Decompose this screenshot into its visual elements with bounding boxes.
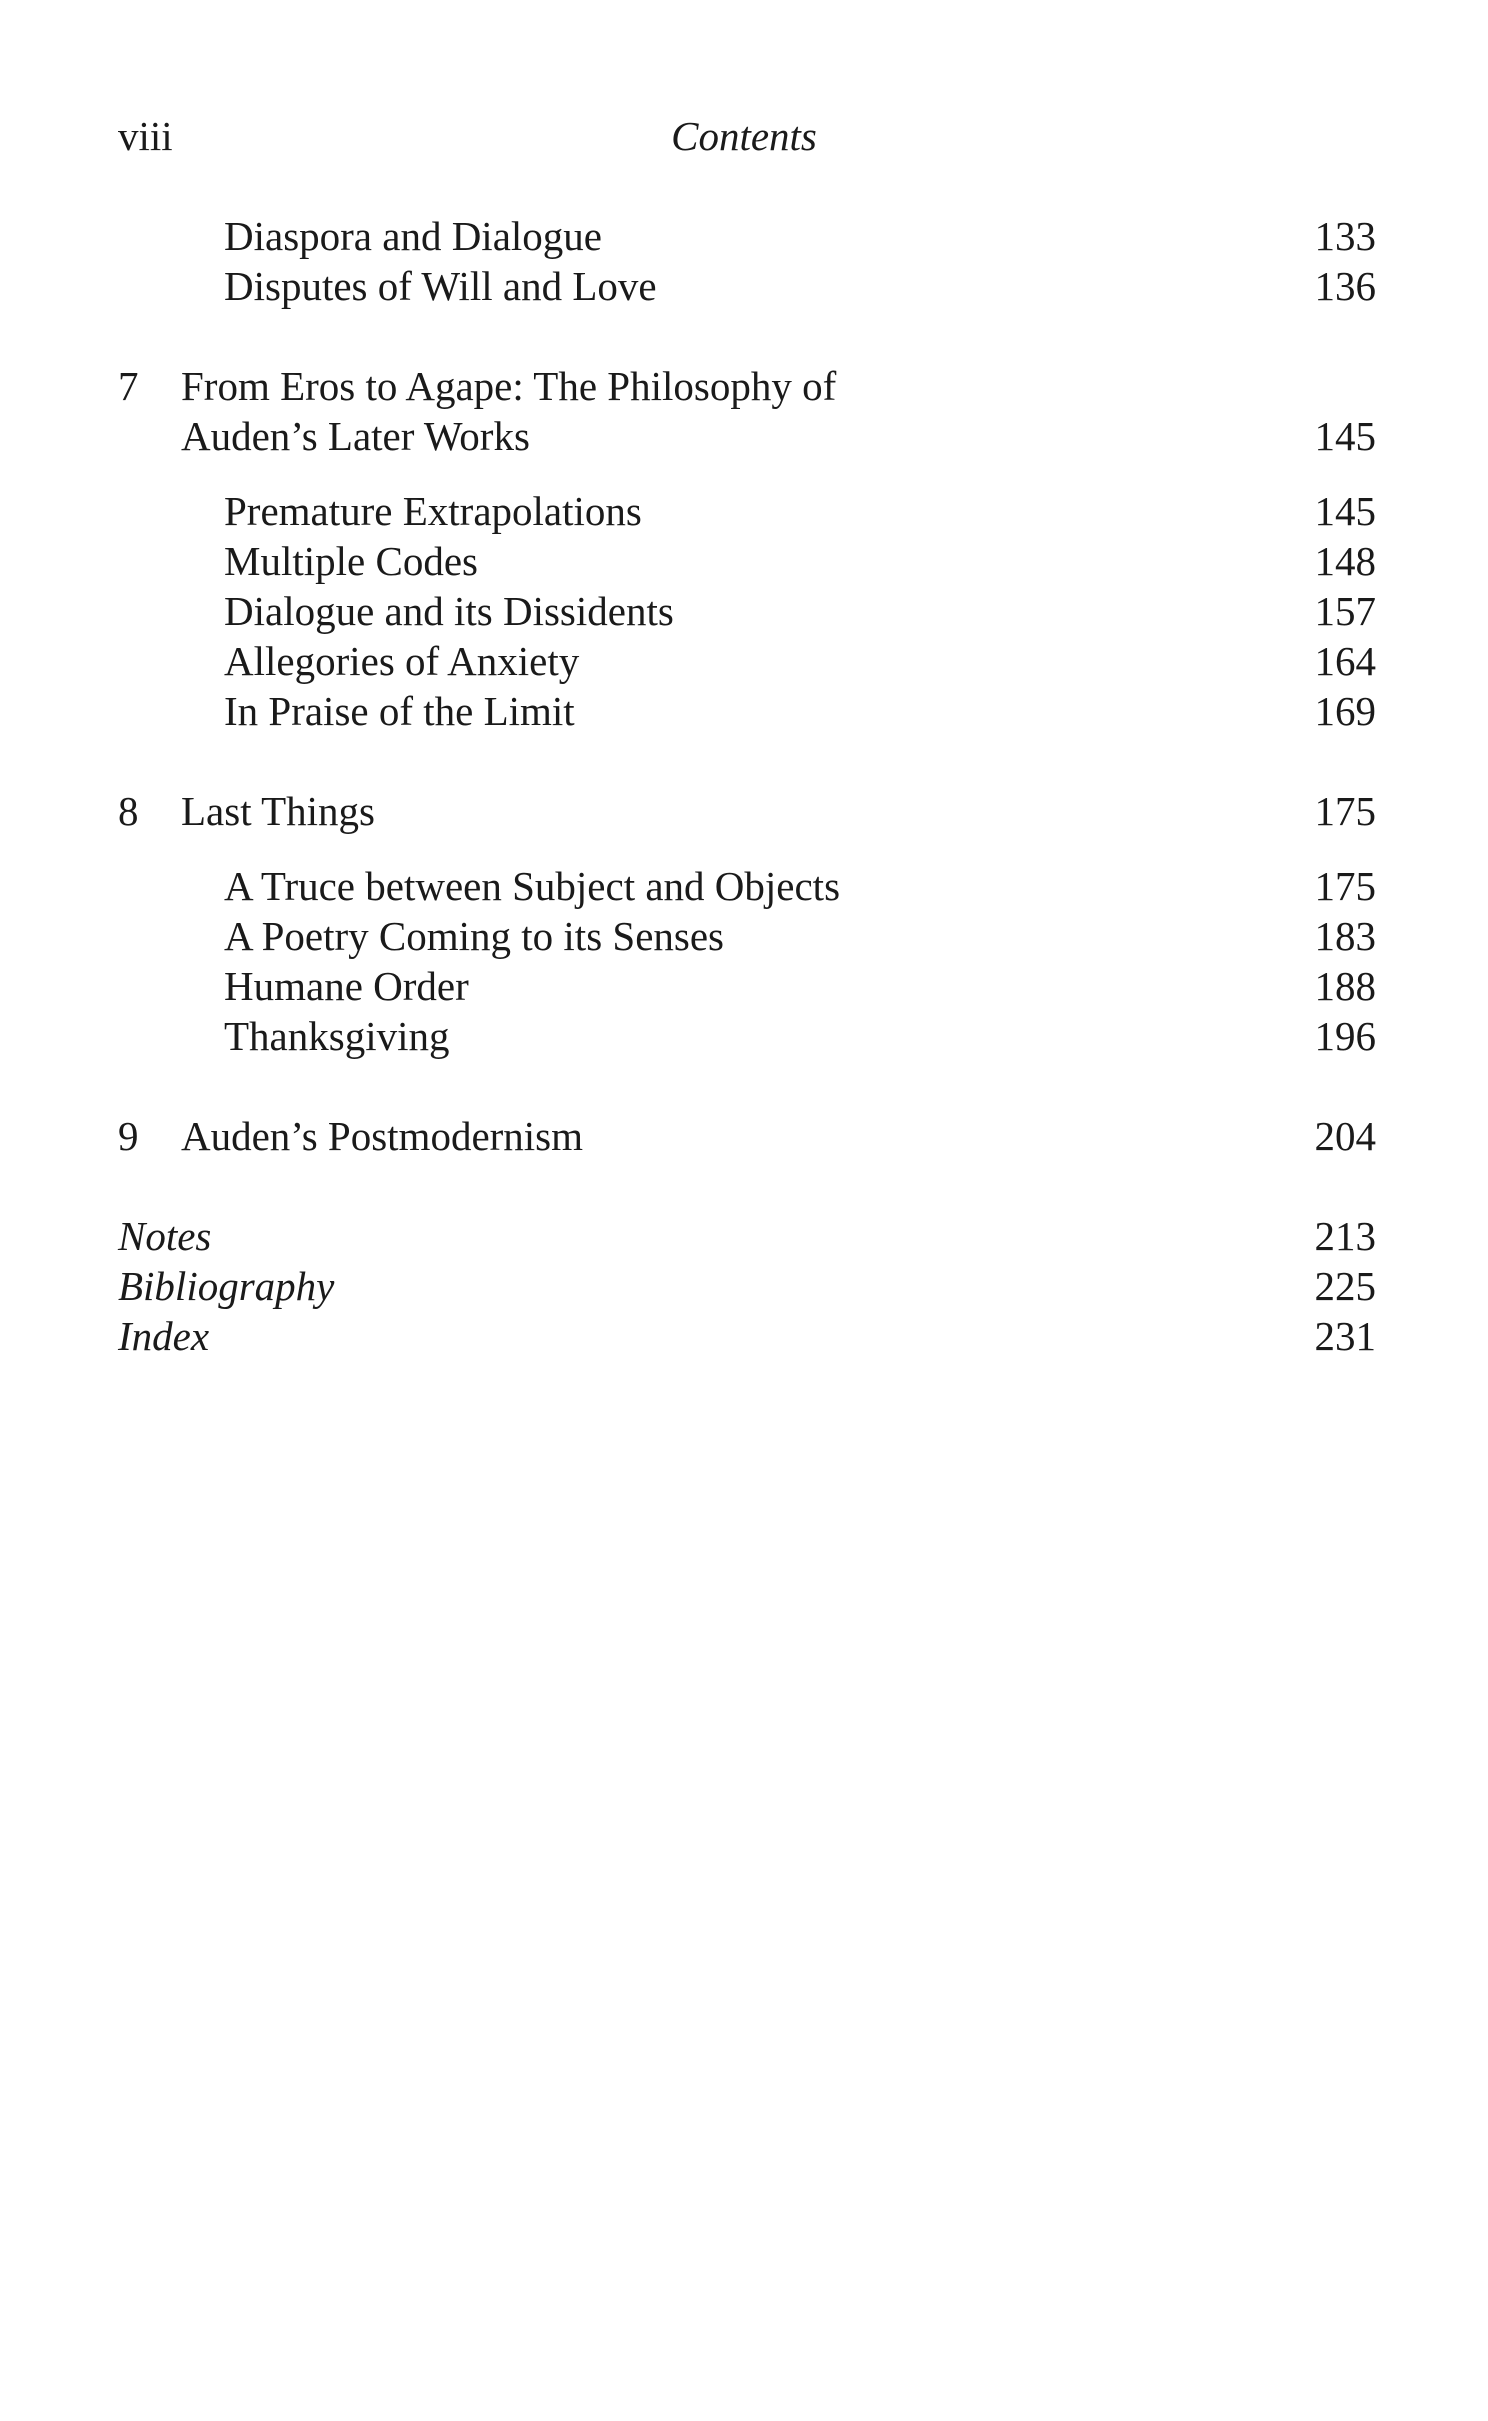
toc-entry xyxy=(0,958,1488,1014)
toc-page-ref: 175 xyxy=(1314,788,1376,834)
toc-page-ref: 183 xyxy=(1314,913,1376,959)
chapter-title: From Eros to Agape: The Philosophy of xyxy=(181,363,837,409)
toc-page-ref: 188 xyxy=(1314,963,1376,1009)
toc-page-ref: 133 xyxy=(1314,213,1376,259)
page-number: viii xyxy=(118,113,173,159)
toc-page-ref: 148 xyxy=(1314,538,1376,584)
toc-entry xyxy=(0,258,1488,314)
toc-page-ref: 136 xyxy=(1314,263,1376,309)
toc-section-title: Diaspora and Dialogue xyxy=(224,213,602,259)
chapter-title: Auden’s Postmodernism xyxy=(181,1113,584,1159)
chapter-number: 7 xyxy=(118,363,139,409)
toc-section-title: A Poetry Coming to its Senses xyxy=(224,913,725,959)
chapter-number: 8 xyxy=(118,788,139,834)
toc-chapter-heading xyxy=(0,358,1488,414)
toc-entry xyxy=(0,633,1488,689)
toc-page-ref: 204 xyxy=(1314,1113,1376,1159)
toc-entry xyxy=(0,1008,1488,1064)
toc-page-ref: 225 xyxy=(1314,1263,1376,1309)
toc-page-ref: 169 xyxy=(1314,688,1376,734)
toc-section-title: Multiple Codes xyxy=(224,538,478,584)
toc-chapter-heading xyxy=(0,783,1488,839)
toc-section-title: In Praise of the Limit xyxy=(224,688,575,734)
toc-section-title: Allegories of Anxiety xyxy=(224,638,580,684)
toc-page-ref: 196 xyxy=(1314,1013,1376,1059)
back-matter-title: Bibliography xyxy=(118,1263,335,1309)
toc-section-title: Humane Order xyxy=(224,963,469,1009)
toc-page-ref: 213 xyxy=(1314,1213,1376,1259)
toc-section-title: Dialogue and its Dissidents xyxy=(224,588,674,634)
toc-back-matter-entry xyxy=(0,1308,1488,1364)
back-matter-title: Notes xyxy=(118,1213,212,1259)
running-title: Contents xyxy=(671,113,817,159)
toc-section-title: A Truce between Subject and Objects xyxy=(224,863,841,909)
toc-entry xyxy=(0,483,1488,539)
toc-page-ref: 145 xyxy=(1314,413,1376,459)
toc-entry xyxy=(0,908,1488,964)
toc-chapter-heading xyxy=(0,1108,1488,1164)
toc-back-matter-entry xyxy=(0,1208,1488,1264)
toc-entry xyxy=(0,858,1488,914)
chapter-title: Auden’s Later Works xyxy=(181,413,530,459)
toc-section-title: Disputes of Will and Love xyxy=(224,263,657,309)
chapter-title: Last Things xyxy=(181,788,375,834)
toc-entry xyxy=(0,533,1488,589)
toc-section-title: Thanksgiving xyxy=(224,1013,450,1059)
toc-chapter-heading-cont xyxy=(0,408,1488,464)
toc-section-title: Premature Extrapolations xyxy=(224,488,642,534)
toc-page-ref: 175 xyxy=(1314,863,1376,909)
toc-page-ref: 164 xyxy=(1314,638,1376,684)
back-matter-title: Index xyxy=(118,1313,210,1359)
toc-entry xyxy=(0,583,1488,639)
toc-entry xyxy=(0,683,1488,739)
toc-page-ref: 145 xyxy=(1314,488,1376,534)
toc-page-ref: 157 xyxy=(1314,588,1376,634)
toc-back-matter-entry xyxy=(0,1258,1488,1314)
chapter-number: 9 xyxy=(118,1113,139,1159)
toc-page-ref: 231 xyxy=(1314,1313,1376,1359)
toc-entry xyxy=(0,208,1488,264)
